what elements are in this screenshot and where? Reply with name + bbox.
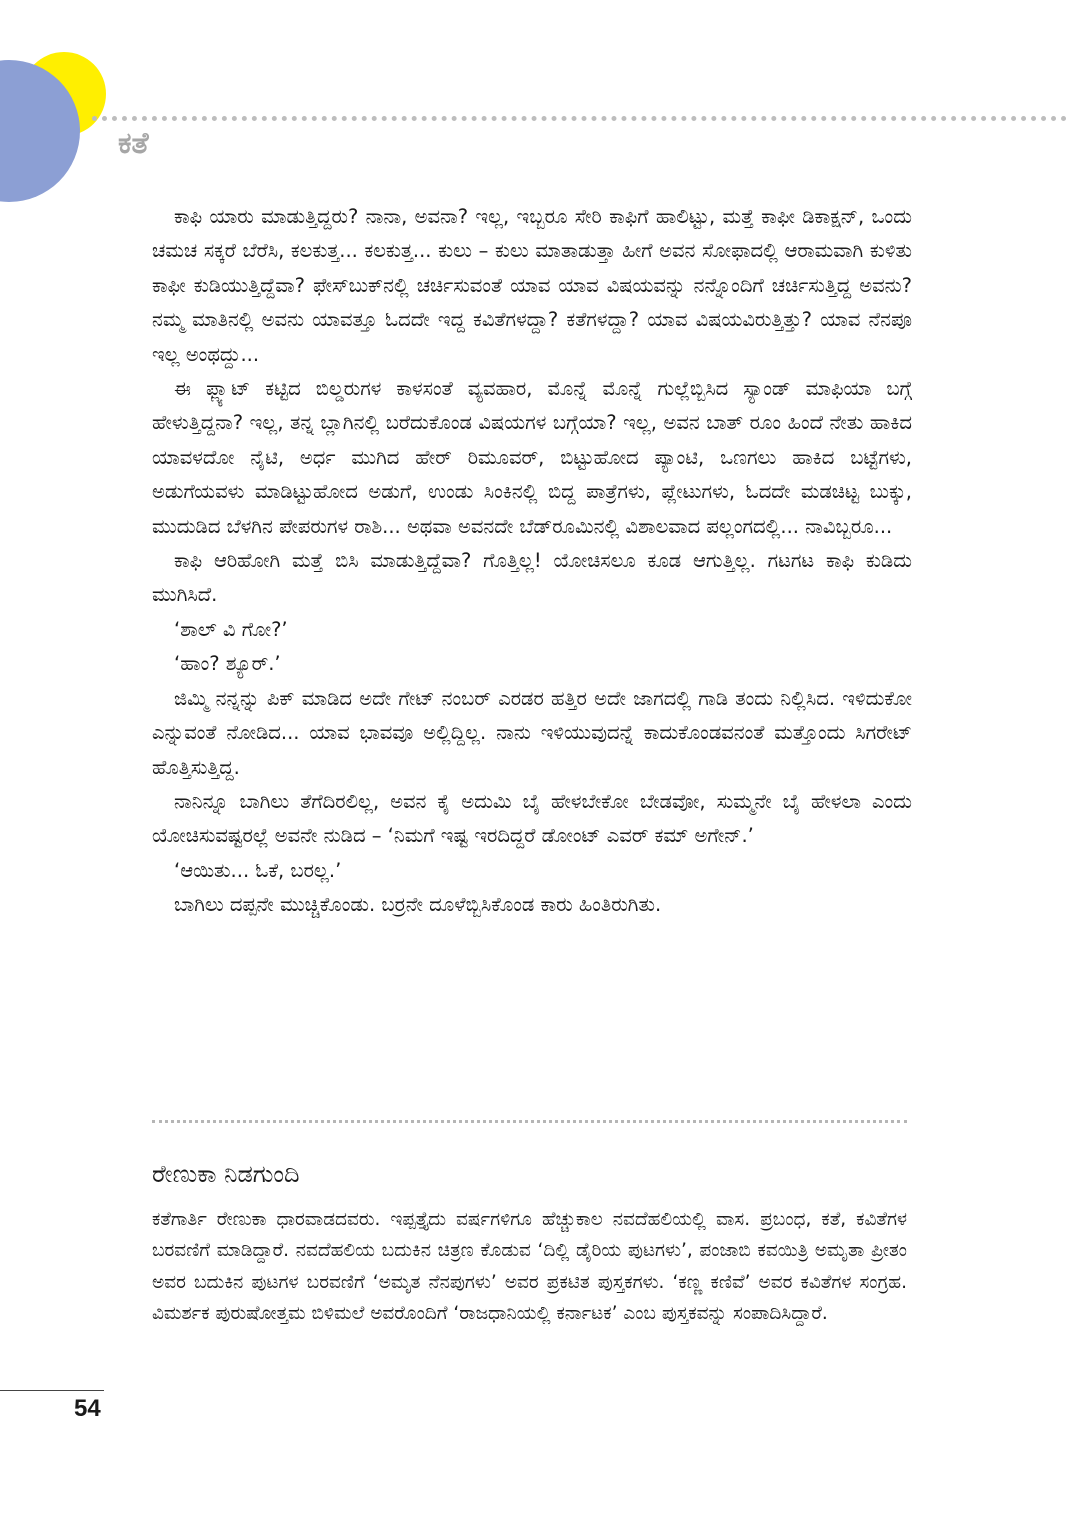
header-dotted-rule bbox=[92, 116, 1067, 121]
section-label: ಕತೆ bbox=[118, 126, 149, 161]
story-paragraph: ಜಿಮ್ಮಿ ನನ್ನನ್ನು ಪಿಕ್ ಮಾಡಿದ ಅದೇ ಗೇಟ್ ನಂಬರ್ ಎರಡರ ಹತ್ತಿರ ಅದೇ ಜಾಗದಲ್ಲಿ ಗಾಡಿ ತಂದು ನಿಲ್ಲಿಸಿದ. ಇಳಿದುಕೋ ಎನ್ನುವಂತೆ ನೋಡಿದ... ಯಾವ ಭಾವವೂ ಅಲ್ಲಿದ್ದಿಲ್ಲ. ನಾನು ಇಳಿಯುವುದನ್ನೆ ಕಾದುಕೊಂಡವನಂತೆ ಮತ್ತೊಂದು ಸಿಗರೇಟ್ ಹೊತ್ತಿಸುತ್ತಿದ್ದ. bbox=[152, 686, 912, 779]
page-number: 54 bbox=[74, 1395, 101, 1422]
story-paragraph: ಈ ಫ್ಲ್ಯಾಟ್ ಕಟ್ಟಿದ ಬಿಲ್ಡರುಗಳ ಕಾಳಸಂತೆ ವ್ಯವಹಾರ, ಮೊನ್ನೆ ಮೊನ್ನೆ ಗುಲ್ಲೆಬ್ಬಿಸಿದ ಸ್ಯಾಂಡ್ ಮಾಫಿಯಾ ಬಗ್ಗೆ ಹೇಳುತ್ತಿದ್ದನಾ? ಇಲ್ಲ, ತನ್ನ ಬ್ಲಾಗಿನಲ್ಲಿ ಬರೆದುಕೊಂಡ ವಿಷಯಗಳ ಬಗ್ಗೆಯಾ? ಇಲ್ಲ, ಅವನ ಬಾತ್ ರೂಂ ಹಿಂದೆ ನೇತು ಹಾಕಿದ ಯಾವಳದೋ ನೈಟಿ, ಅರ್ಧ ಮುಗಿದ ಹೇರ್ ರಿಮೂವರ್, ಬಿಟ್ಟುಹೋದ ಪ್ಯಾಂಟಿ, ಒಣಗಲು ಹಾಕಿದ ಬಟ್ಟೆಗಳು, ಅಡುಗೆಯವಳು ಮಾಡಿಟ್ಟುಹೋದ ಅಡುಗೆ, ಉಂಡು ಸಿಂಕಿನಲ್ಲಿ ಬಿದ್ದ ಪಾತ್ರೆಗಳು, ಪ್ಲೇಟುಗಳು, ಓದದೇ ಮಡಚಿಟ್ಟ ಬುಕ್ಕು, ಮುದುಡಿದ ಬೆಳಗಿನ ಪೇಪರುಗಳ ರಾಶಿ... ಅಥವಾ ಅವನದೇ ಬೆಡ್‌ರೂಮಿನಲ್ಲಿ ವಿಶಾಲವಾದ ಪಲ್ಲಂಗದಲ್ಲಿ... ನಾವಿಬ್ಬರೂ... bbox=[152, 377, 912, 538]
story-paragraph: ‘ಹಾಂ? ಶ್ಯೂರ್.’ bbox=[174, 652, 281, 676]
author-bio: ಕತೆಗಾರ್ತಿ ರೇಣುಕಾ ಧಾರವಾಡದವರು. ಇಪ್ಪತ್ತೈದು ವರ್ಷಗಳಿಗೂ ಹೆಚ್ಚುಕಾಲ ನವದೆಹಲಿಯಲ್ಲಿ ವಾಸ. ಪ್ರಬಂಧ, ಕತೆ, ಕವಿತೆಗಳ ಬರವಣಿಗೆ ಮಾಡಿದ್ದಾರೆ. ನವದೆಹಲಿಯ ಬದುಕಿನ ಚಿತ್ರಣ ಕೊಡುವ ‘ದಿಲ್ಲಿ ಡೈರಿಯ ಪುಟಗಳು’, ಪಂಜಾಬಿ ಕವಯಿತ್ರಿ ಅಮೃತಾ ಪ್ರೀತಂ ಅವರ ಬದುಕಿನ ಪುಟಗಳ ಬರವಣಿಗೆ ‘ಅಮೃತ ನೆನಪುಗಳು’ ಅವರ ಪ್ರಕಟಿತ ಪುಸ್ತಕಗಳು. ‘ಕಣ್ಣ ಕಣಿವೆ’ ಅವರ ಕವಿತೆಗಳ ಸಂಗ್ರಹ. ವಿಮರ್ಶಕ ಪುರುಷೋತ್ತಮ ಬಿಳಿಮಲೆ ಅವರೊಂದಿಗೆ ‘ರಾಜಧಾನಿಯಲ್ಲಿ ಕರ್ನಾಟಕ’ ಎಂಬ ಪುಸ್ತಕವನ್ನು ಸಂಪಾದಿಸಿದ್ದಾರೆ. bbox=[152, 1209, 907, 1325]
story-paragraph: ‘ಶಾಲ್ ವಿ ಗೋ?’ bbox=[174, 617, 288, 641]
section-dotted-divider bbox=[152, 1120, 907, 1123]
page-number-rule bbox=[0, 1390, 104, 1391]
story-paragraph: ‘ಆಯಿತು... ಓಕೆ, ಬರಲ್ಲ.’ bbox=[174, 858, 342, 882]
story-paragraph: ಬಾಗಿಲು ದಪ್ಪನೇ ಮುಚ್ಚಿಕೊಂಡು. ಬರ್ರನೇ ದೂಳೆಬ್ಬಿಸಿಕೊಂಡ ಕಾರು ಹಿಂತಿರುಗಿತು. bbox=[174, 893, 662, 917]
story-paragraph: ಕಾಫಿ ಆರಿಹೋಗಿ ಮತ್ತೆ ಬಿಸಿ ಮಾಡುತ್ತಿದ್ದೆವಾ? ಗೊತ್ತಿಲ್ಲ! ಯೋಚಿಸಲೂ ಕೂಡ ಆಗುತ್ತಿಲ್ಲ. ಗಟಗಟ ಕಾಫಿ ಕುಡಿದು ಮುಗಿಸಿದೆ. bbox=[152, 549, 912, 607]
story-body bbox=[152, 200, 912, 923]
author-name: ರೇಣುಕಾ ನಿಡಗುಂದಿ bbox=[152, 1160, 300, 1188]
story-paragraph: ಕಾಫಿ ಯಾರು ಮಾಡುತ್ತಿದ್ದರು? ನಾನಾ, ಅವನಾ? ಇಲ್ಲ, ಇಬ್ಬರೂ ಸೇರಿ ಕಾಫಿಗೆ ಹಾಲಿಟ್ಟು, ಮತ್ತೆ ಕಾಫೀ ಡಿಕಾಕ್ಷನ್, ಒಂದು ಚಮಚ ಸಕ್ಕರೆ ಬೆರೆಸಿ, ಕಲಕುತ್ತ... ಕಲಕುತ್ತ... ಕುಲು – ಕುಲು ಮಾತಾಡುತ್ತಾ ಹೀಗೆ ಅವನ ಸೋಫಾದಲ್ಲಿ ಆರಾಮವಾಗಿ ಕುಳಿತು ಕಾಫೀ ಕುಡಿಯುತ್ತಿದ್ದೆವಾ? ಫೇಸ್‌ಬುಕ್‌ನಲ್ಲಿ ಚರ್ಚಿಸುವಂತೆ ಯಾವ ಯಾವ ವಿಷಯವನ್ನು ನನ್ನೊಂದಿಗೆ ಚರ್ಚಿಸುತ್ತಿದ್ದ ಅವನು? ನಮ್ಮ ಮಾತಿನಲ್ಲಿ ಅವನು ಯಾವತ್ತೂ ಓದದೇ ಇದ್ದ ಕವಿತೆಗಳದ್ದಾ? ಕತೆಗಳದ್ದಾ? ಯಾವ ವಿಷಯವಿರುತ್ತಿತ್ತು? ಯಾವ ನೆನಪೂ ಇಲ್ಲ ಅಂಥದ್ದು... bbox=[152, 205, 912, 366]
story-paragraph: ನಾನಿನ್ನೂ ಬಾಗಿಲು ತೆಗೆದಿರಲಿಲ್ಲ, ಅವನ ಕೈ ಅದುಮಿ ಬೈ ಹೇಳಬೇಕೋ ಬೇಡವೋ, ಸುಮ್ಮನೇ ಬೈ ಹೇಳಲಾ ಎಂದು ಯೋಚಿಸುವಷ್ಟರಲ್ಲೆ ಅವನೇ ನುಡಿದ – ‘ನಿಮಗೆ ಇಷ್ಟ ಇರದಿದ್ದರೆ ಡೋಂಟ್ ಎವರ್ ಕಮ್ ಅಗೇನ್.’ bbox=[152, 789, 912, 848]
